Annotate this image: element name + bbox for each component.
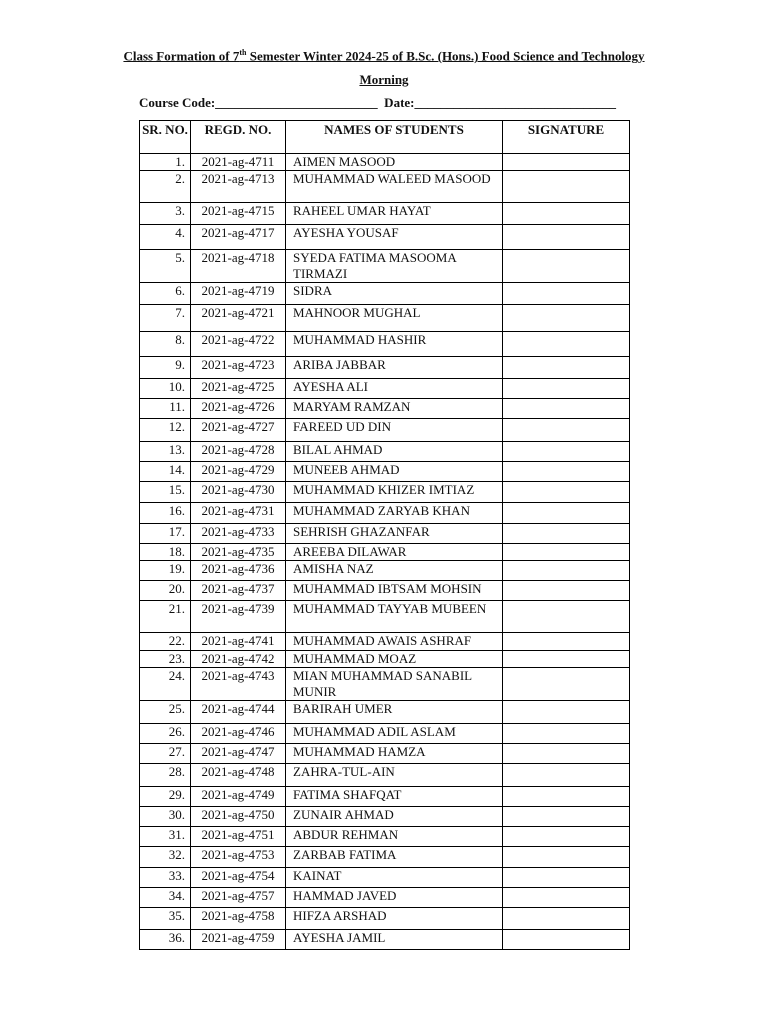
student-name-cell: AYESHA ALI	[286, 379, 503, 399]
student-name-cell: MUHAMMAD MOAZ	[286, 651, 503, 668]
regd-no-cell: 2021-ag-4735	[191, 544, 286, 561]
regd-no-cell: 2021-ag-4727	[191, 419, 286, 442]
student-name-cell: ABDUR REHMAN	[286, 827, 503, 847]
signature-cell	[503, 908, 630, 930]
regd-no-cell: 2021-ag-4721	[191, 305, 286, 332]
table-row	[140, 581, 630, 601]
table-row	[140, 868, 630, 888]
regd-no-cell: 2021-ag-4739	[191, 601, 286, 633]
regd-no-cell: 2021-ag-4728	[191, 442, 286, 462]
sr-no-cell: 5.	[140, 250, 191, 283]
student-name-cell: SEHRISH GHAZANFAR	[286, 524, 503, 544]
table-row	[140, 283, 630, 305]
student-name-cell: MUHAMMAD AWAIS ASHRAF	[286, 633, 503, 651]
regd-no-cell: 2021-ag-4730	[191, 482, 286, 503]
document-title	[0, 48, 768, 64]
student-name-cell: MARYAM RAMZAN	[286, 399, 503, 419]
sr-no-cell: 17.	[140, 524, 191, 544]
regd-no-cell: 2021-ag-4718	[191, 250, 286, 283]
signature-cell	[503, 561, 630, 581]
sr-no-cell: 27.	[140, 744, 191, 764]
student-name-cell: ZUNAIR AHMAD	[286, 807, 503, 827]
student-name-cell: MIAN MUHAMMAD SANABIL MUNIR	[286, 668, 503, 701]
table-row	[140, 601, 630, 633]
signature-cell	[503, 305, 630, 332]
regd-no-cell: 2021-ag-4719	[191, 283, 286, 305]
student-name-cell: AIMEN MASOOD	[286, 154, 503, 171]
student-name-cell: AYESHA YOUSAF	[286, 225, 503, 250]
regd-no-cell: 2021-ag-4749	[191, 787, 286, 807]
regd-no-cell: 2021-ag-4758	[191, 908, 286, 930]
signature-cell	[503, 283, 630, 305]
signature-cell	[503, 930, 630, 950]
table-row	[140, 399, 630, 419]
course-code-date-line: Course Code:_________________________ Date:_______________________________	[139, 95, 617, 110]
student-name-cell: MUNEEB AHMAD	[286, 462, 503, 482]
sr-no-cell: 23.	[140, 651, 191, 668]
table-row	[140, 744, 630, 764]
signature-cell	[503, 668, 630, 701]
sr-no-cell: 2.	[140, 171, 191, 203]
title-suffix: Semester Winter 2024-25 of B.Sc. (Hons.) Food Science and Technology	[246, 48, 645, 64]
signature-cell	[503, 847, 630, 868]
regd-no-cell: 2021-ag-4748	[191, 764, 286, 787]
student-name-cell: MUHAMMAD KHIZER IMTIAZ	[286, 482, 503, 503]
student-name-cell: MUHAMMAD IBTSAM MOHSIN	[286, 581, 503, 601]
student-name-cell: BARIRAH UMER	[286, 701, 503, 724]
regd-no-cell: 2021-ag-4759	[191, 930, 286, 950]
table-row	[140, 847, 630, 868]
student-name-cell: FAREED UD DIN	[286, 419, 503, 442]
signature-cell	[503, 544, 630, 561]
signature-cell	[503, 581, 630, 601]
student-name-cell: MUHAMMAD WALEED MASOOD	[286, 171, 503, 203]
table-row	[140, 807, 630, 827]
table-row	[140, 827, 630, 847]
signature-cell	[503, 171, 630, 203]
signature-cell	[503, 807, 630, 827]
col-header-sr-no: SR. NO.	[140, 121, 191, 154]
sr-no-cell: 19.	[140, 561, 191, 581]
student-name-cell: MAHNOOR MUGHAL	[286, 305, 503, 332]
student-name-cell: RAHEEL UMAR HAYAT	[286, 203, 503, 225]
table-header-row	[140, 121, 630, 154]
table-row	[140, 930, 630, 950]
signature-cell	[503, 827, 630, 847]
regd-no-cell: 2021-ag-4753	[191, 847, 286, 868]
signature-cell	[503, 482, 630, 503]
sr-no-cell: 32.	[140, 847, 191, 868]
student-name-cell: SIDRA	[286, 283, 503, 305]
table-row	[140, 250, 630, 283]
student-name-cell: ARIBA JABBAR	[286, 357, 503, 379]
signature-cell	[503, 651, 630, 668]
student-name-cell: MUHAMMAD TAYYAB MUBEEN	[286, 601, 503, 633]
sr-no-cell: 12.	[140, 419, 191, 442]
table-body	[140, 154, 630, 950]
signature-cell	[503, 154, 630, 171]
regd-no-cell: 2021-ag-4736	[191, 561, 286, 581]
table-row	[140, 908, 630, 930]
regd-no-cell: 2021-ag-4729	[191, 462, 286, 482]
student-name-cell: FATIMA SHAFQAT	[286, 787, 503, 807]
sr-no-cell: 24.	[140, 668, 191, 701]
sr-no-cell: 36.	[140, 930, 191, 950]
sr-no-cell: 35.	[140, 908, 191, 930]
regd-no-cell: 2021-ag-4711	[191, 154, 286, 171]
table-row	[140, 332, 630, 357]
student-name-cell: MUHAMMAD ZARYAB KHAN	[286, 503, 503, 524]
table-row	[140, 305, 630, 332]
sr-no-cell: 14.	[140, 462, 191, 482]
sr-no-cell: 16.	[140, 503, 191, 524]
sr-no-cell: 21.	[140, 601, 191, 633]
sr-no-cell: 31.	[140, 827, 191, 847]
sr-no-cell: 34.	[140, 888, 191, 908]
signature-cell	[503, 524, 630, 544]
signature-cell	[503, 399, 630, 419]
sr-no-cell: 1.	[140, 154, 191, 171]
sr-no-cell: 18.	[140, 544, 191, 561]
regd-no-cell: 2021-ag-4725	[191, 379, 286, 399]
sr-no-cell: 22.	[140, 633, 191, 651]
student-name-cell: BILAL AHMAD	[286, 442, 503, 462]
student-name-cell: MUHAMMAD HAMZA	[286, 744, 503, 764]
signature-cell	[503, 868, 630, 888]
sr-no-cell: 8.	[140, 332, 191, 357]
table-row	[140, 203, 630, 225]
table-row	[140, 524, 630, 544]
regd-no-cell: 2021-ag-4731	[191, 503, 286, 524]
regd-no-cell: 2021-ag-4754	[191, 868, 286, 888]
signature-cell	[503, 744, 630, 764]
table-row	[140, 561, 630, 581]
table-row	[140, 462, 630, 482]
table-row	[140, 503, 630, 524]
signature-cell	[503, 633, 630, 651]
student-name-cell: HIFZA ARSHAD	[286, 908, 503, 930]
table-row	[140, 764, 630, 787]
signature-cell	[503, 503, 630, 524]
regd-no-cell: 2021-ag-4751	[191, 827, 286, 847]
regd-no-cell: 2021-ag-4741	[191, 633, 286, 651]
student-name-cell: AREEBA DILAWAR	[286, 544, 503, 561]
table-row	[140, 357, 630, 379]
student-name-cell: SYEDA FATIMA MASOOMA TIRMAZI	[286, 250, 503, 283]
student-name-cell: MUHAMMAD HASHIR	[286, 332, 503, 357]
table-row	[140, 787, 630, 807]
student-name-cell: ZAHRA-TUL-AIN	[286, 764, 503, 787]
signature-cell	[503, 442, 630, 462]
student-name-cell: HAMMAD JAVED	[286, 888, 503, 908]
signature-cell	[503, 357, 630, 379]
regd-no-cell: 2021-ag-4744	[191, 701, 286, 724]
table-row	[140, 888, 630, 908]
table-row	[140, 442, 630, 462]
table-row	[140, 379, 630, 399]
sr-no-cell: 13.	[140, 442, 191, 462]
regd-no-cell: 2021-ag-4750	[191, 807, 286, 827]
signature-cell	[503, 462, 630, 482]
table-row	[140, 544, 630, 561]
sr-no-cell: 29.	[140, 787, 191, 807]
student-name-cell: ZARBAB FATIMA	[286, 847, 503, 868]
table-row	[140, 419, 630, 442]
signature-cell	[503, 724, 630, 744]
sr-no-cell: 6.	[140, 283, 191, 305]
student-name-cell: KAINAT	[286, 868, 503, 888]
sr-no-cell: 33.	[140, 868, 191, 888]
title-ordinal-suffix: th	[239, 48, 247, 57]
student-name-cell: AMISHA NAZ	[286, 561, 503, 581]
sr-no-cell: 10.	[140, 379, 191, 399]
sr-no-cell: 4.	[140, 225, 191, 250]
signature-cell	[503, 225, 630, 250]
signature-cell	[503, 379, 630, 399]
table-row	[140, 633, 630, 651]
session-label: Morning	[359, 72, 409, 87]
student-name-cell: AYESHA JAMIL	[286, 930, 503, 950]
signature-cell	[503, 787, 630, 807]
table-row	[140, 171, 630, 203]
regd-no-cell: 2021-ag-4722	[191, 332, 286, 357]
table-row	[140, 651, 630, 668]
regd-no-cell: 2021-ag-4743	[191, 668, 286, 701]
signature-cell	[503, 764, 630, 787]
col-header-regd-no: REGD. NO.	[191, 121, 286, 154]
regd-no-cell: 2021-ag-4742	[191, 651, 286, 668]
signature-cell	[503, 701, 630, 724]
regd-no-cell: 2021-ag-4747	[191, 744, 286, 764]
sr-no-cell: 15.	[140, 482, 191, 503]
signature-cell	[503, 601, 630, 633]
sr-no-cell: 30.	[140, 807, 191, 827]
table-row	[140, 154, 630, 171]
regd-no-cell: 2021-ag-4757	[191, 888, 286, 908]
table-row	[140, 482, 630, 503]
sr-no-cell: 3.	[140, 203, 191, 225]
title-prefix: Class Formation of 7	[123, 48, 240, 64]
regd-no-cell: 2021-ag-4746	[191, 724, 286, 744]
sr-no-cell: 25.	[140, 701, 191, 724]
col-header-names: NAMES OF STUDENTS	[286, 121, 503, 154]
sr-no-cell: 26.	[140, 724, 191, 744]
table-row	[140, 668, 630, 701]
sr-no-cell: 7.	[140, 305, 191, 332]
table-row	[140, 225, 630, 250]
signature-cell	[503, 332, 630, 357]
regd-no-cell: 2021-ag-4723	[191, 357, 286, 379]
regd-no-cell: 2021-ag-4715	[191, 203, 286, 225]
regd-no-cell: 2021-ag-4713	[191, 171, 286, 203]
regd-no-cell: 2021-ag-4717	[191, 225, 286, 250]
regd-no-cell: 2021-ag-4733	[191, 524, 286, 544]
sr-no-cell: 11.	[140, 399, 191, 419]
table-row	[140, 724, 630, 744]
student-table	[139, 120, 630, 950]
col-header-signature: SIGNATURE	[503, 121, 630, 154]
sr-no-cell: 20.	[140, 581, 191, 601]
sr-no-cell: 28.	[140, 764, 191, 787]
sr-no-cell: 9.	[140, 357, 191, 379]
signature-cell	[503, 888, 630, 908]
table-row	[140, 701, 630, 724]
regd-no-cell: 2021-ag-4737	[191, 581, 286, 601]
regd-no-cell: 2021-ag-4726	[191, 399, 286, 419]
signature-cell	[503, 203, 630, 225]
signature-cell	[503, 250, 630, 283]
signature-cell	[503, 419, 630, 442]
student-name-cell: MUHAMMAD ADIL ASLAM	[286, 724, 503, 744]
